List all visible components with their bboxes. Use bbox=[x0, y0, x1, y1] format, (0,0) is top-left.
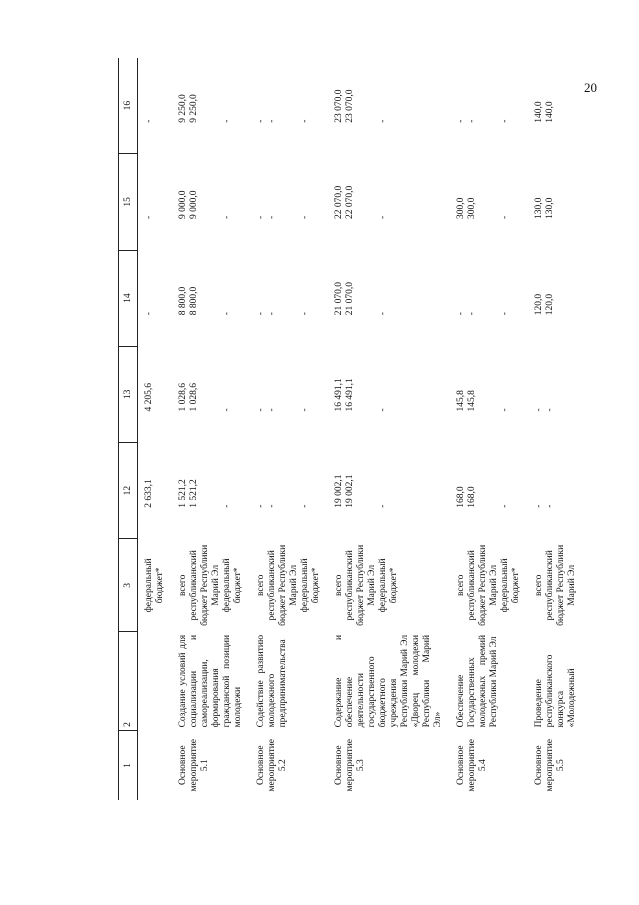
amount-cell bbox=[172, 58, 250, 154]
amount-value: 130,0 bbox=[545, 197, 555, 220]
amount-value: - bbox=[378, 312, 388, 316]
funding-source-label: всего bbox=[178, 574, 188, 597]
amount-value: 140,0 bbox=[534, 101, 544, 123]
amount-cell bbox=[138, 443, 173, 539]
event-name-cell: Создание условий для социализации и самореализации, формирования гражданской позиции молодежи bbox=[178, 634, 243, 728]
funding-source-cell bbox=[528, 539, 584, 632]
amount-value: - bbox=[456, 312, 466, 316]
amount-value: 8 800,0 bbox=[189, 286, 199, 316]
amount-value: - bbox=[467, 119, 477, 123]
amount-value: - bbox=[300, 119, 310, 123]
amount-cell bbox=[328, 250, 450, 346]
table-row bbox=[172, 58, 250, 800]
amount-value: 145,8 bbox=[467, 390, 477, 412]
amount-value: 22 070,0 bbox=[334, 185, 344, 220]
header-col-3: 3 bbox=[119, 539, 138, 632]
funding-source-label: республиканский бюджет Республики Марий Эл bbox=[345, 544, 377, 626]
amount-value: - bbox=[378, 215, 388, 220]
amount-value: - bbox=[256, 504, 266, 508]
event-code-cell bbox=[138, 730, 173, 800]
funding-source-label: республиканский бюджет Республики Марий Эл bbox=[467, 544, 499, 626]
header-col-16: 16 bbox=[119, 58, 138, 154]
amount-value: 1 028,6 bbox=[178, 383, 188, 412]
amount-cell bbox=[328, 443, 450, 539]
amount-cell bbox=[138, 346, 173, 442]
amount-value: 140,0 bbox=[545, 101, 555, 123]
table-row bbox=[328, 58, 450, 800]
amount-value: - bbox=[300, 312, 310, 316]
amount-value: - bbox=[378, 504, 388, 508]
amount-cell bbox=[528, 154, 584, 250]
funding-source-label: федеральный бюджет* bbox=[222, 558, 243, 613]
amount-value: - bbox=[500, 119, 510, 123]
amount-value: 23 070,0 bbox=[334, 89, 344, 123]
amount-cell bbox=[250, 346, 328, 442]
funding-source-label: всего bbox=[334, 574, 344, 597]
amount-value: 120,0 bbox=[545, 293, 555, 316]
amount-value: - bbox=[378, 408, 388, 412]
amount-value: 16 491,1 bbox=[345, 378, 355, 412]
funding-source-label: федеральный бюджет* bbox=[378, 558, 399, 613]
amount-value: 1 028,6 bbox=[189, 383, 199, 412]
table-row bbox=[138, 58, 173, 800]
header-col-13: 13 bbox=[119, 346, 138, 442]
amount-value: 300,0 bbox=[456, 197, 466, 220]
amount-value: - bbox=[267, 408, 277, 412]
amount-value: 1 521,2 bbox=[178, 479, 188, 508]
amount-value: - bbox=[300, 504, 310, 508]
amount-value: 9 250,0 bbox=[189, 94, 199, 123]
amount-value: 19 002,1 bbox=[334, 474, 344, 508]
event-code-cell: Основное мероприятие 5.5 bbox=[534, 738, 566, 792]
event-name-cell: Проведение республиканского конкурса «Молодежный bbox=[534, 654, 577, 728]
amount-value: 168,0 bbox=[456, 486, 466, 508]
amount-value: 19 002,1 bbox=[345, 474, 355, 508]
amount-cell bbox=[328, 154, 450, 250]
amount-value: - bbox=[144, 312, 154, 316]
amount-value: - bbox=[222, 408, 232, 412]
amount-value: - bbox=[267, 504, 277, 508]
event-name-cell: Содействие развитию молодежного предпринимательства bbox=[256, 634, 288, 728]
amount-value: 9 000,0 bbox=[178, 190, 188, 220]
amount-value: 23 070,0 bbox=[345, 89, 355, 123]
amount-value: 130,0 bbox=[534, 197, 544, 220]
amount-value: 9 000,0 bbox=[189, 190, 199, 220]
amount-value: - bbox=[467, 312, 477, 316]
amount-value: 120,0 bbox=[534, 293, 544, 316]
event-name-cell: Обеспечение Государственных молодежных премий Республики Марий Эл bbox=[456, 634, 499, 728]
amount-cell bbox=[172, 443, 250, 539]
header-col-14: 14 bbox=[119, 250, 138, 346]
amount-value: 2 633,1 bbox=[144, 479, 154, 508]
amount-cell bbox=[450, 154, 528, 250]
funding-source-label: федеральный бюджет* bbox=[500, 558, 521, 613]
amount-value: - bbox=[378, 119, 388, 123]
header-col-1: 1 bbox=[119, 730, 138, 800]
amount-value: - bbox=[500, 504, 510, 508]
amount-value: - bbox=[500, 215, 510, 220]
amount-cell bbox=[450, 443, 528, 539]
header-col-15: 15 bbox=[119, 154, 138, 250]
amount-value: 16 491,1 bbox=[334, 378, 344, 412]
event-code-cell: Основное мероприятие 5.2 bbox=[256, 738, 288, 792]
amount-value: - bbox=[256, 119, 266, 123]
amount-cell bbox=[328, 58, 450, 154]
amount-value: - bbox=[256, 312, 266, 316]
funding-source-cell bbox=[328, 539, 450, 632]
amount-value: 4 205,6 bbox=[144, 383, 154, 412]
event-name-cell bbox=[138, 632, 173, 731]
amount-value: - bbox=[300, 408, 310, 412]
amount-value: - bbox=[222, 215, 232, 220]
table-row bbox=[250, 58, 328, 800]
amount-value: - bbox=[222, 119, 232, 123]
budget-table bbox=[118, 58, 584, 800]
amount-cell bbox=[250, 154, 328, 250]
amount-value: 8 800,0 bbox=[178, 286, 188, 316]
amount-cell bbox=[450, 58, 528, 154]
amount-value: 21 070,0 bbox=[345, 282, 355, 316]
funding-source-label: всего bbox=[456, 574, 466, 597]
amount-value: - bbox=[267, 215, 277, 220]
amount-value: 168,0 bbox=[467, 486, 477, 508]
amount-cell bbox=[172, 250, 250, 346]
amount-value: 300,0 bbox=[467, 197, 477, 220]
amount-cell bbox=[528, 250, 584, 346]
amount-value: - bbox=[144, 119, 154, 123]
amount-value: 9 250,0 bbox=[178, 94, 188, 123]
amount-cell bbox=[138, 58, 173, 154]
amount-cell bbox=[172, 346, 250, 442]
amount-cell bbox=[250, 250, 328, 346]
funding-source-label: всего bbox=[534, 574, 544, 597]
amount-cell bbox=[450, 346, 528, 442]
amount-value: - bbox=[500, 408, 510, 412]
header-col-12: 12 bbox=[119, 443, 138, 539]
header-row bbox=[119, 58, 138, 800]
amount-cell bbox=[172, 154, 250, 250]
funding-source-cell bbox=[172, 539, 250, 632]
amount-cell bbox=[138, 154, 173, 250]
funding-source-cell bbox=[250, 539, 328, 632]
amount-value: 145,8 bbox=[456, 390, 466, 412]
funding-source-label: республиканский бюджет Республики Марий Эл bbox=[189, 544, 221, 626]
amount-value: - bbox=[300, 215, 310, 220]
amount-cell bbox=[450, 250, 528, 346]
amount-value: 21 070,0 bbox=[334, 282, 344, 316]
funding-source-label: федеральный бюджет* bbox=[144, 558, 165, 613]
rotated-budget-table bbox=[118, 58, 628, 800]
amount-value: - bbox=[456, 119, 466, 123]
amount-value: 1 521,2 bbox=[189, 479, 199, 508]
funding-source-cell bbox=[138, 539, 173, 632]
table-row bbox=[528, 58, 584, 800]
amount-cell bbox=[138, 250, 173, 346]
amount-value: - bbox=[267, 312, 277, 316]
funding-source-label: всего bbox=[256, 574, 266, 597]
amount-value: 22 070,0 bbox=[345, 185, 355, 220]
funding-source-label: федеральный бюджет* bbox=[300, 558, 321, 613]
funding-source-cell bbox=[450, 539, 528, 632]
event-code-cell: Основное мероприятие 5.1 bbox=[178, 738, 210, 792]
event-code-cell: Основное мероприятие 5.4 bbox=[456, 738, 488, 792]
table-body bbox=[138, 58, 585, 800]
event-name-cell: Содержание и обеспечение деятельности государственного бюджетного учреждения Республики Марий Эл «Дворец молодежи Республики Марий Эл» bbox=[334, 634, 443, 728]
funding-source-label: республиканский бюджет Республики Марий Эл bbox=[545, 544, 577, 626]
amount-value: - bbox=[534, 504, 544, 508]
header-col-2: 2 bbox=[119, 632, 138, 731]
amount-cell bbox=[250, 443, 328, 539]
event-code-cell: Основное мероприятие 5.3 bbox=[334, 738, 366, 792]
funding-source-label: республиканский бюджет Республики Марий Эл bbox=[267, 544, 299, 626]
amount-value: - bbox=[545, 408, 555, 412]
table-row bbox=[450, 58, 528, 800]
amount-cell bbox=[528, 346, 584, 442]
amount-value: - bbox=[267, 119, 277, 123]
amount-value: - bbox=[500, 312, 510, 316]
amount-cell bbox=[528, 58, 584, 154]
amount-cell bbox=[328, 346, 450, 442]
amount-value: - bbox=[256, 215, 266, 220]
amount-value: - bbox=[222, 312, 232, 316]
amount-value: - bbox=[144, 215, 154, 220]
amount-value: - bbox=[222, 504, 232, 508]
amount-cell bbox=[528, 443, 584, 539]
amount-value: - bbox=[256, 408, 266, 412]
amount-cell bbox=[250, 58, 328, 154]
page-number: 20 bbox=[584, 80, 597, 95]
amount-value: - bbox=[534, 408, 544, 412]
amount-value: - bbox=[545, 504, 555, 508]
